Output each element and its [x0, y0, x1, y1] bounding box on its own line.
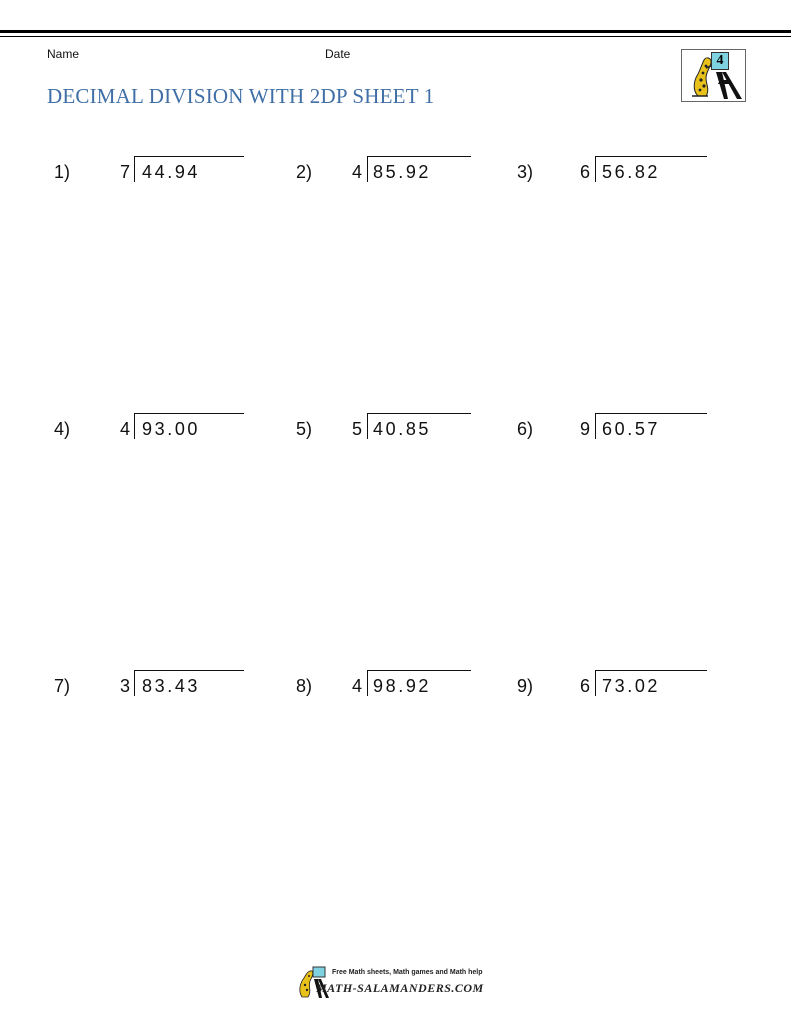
dividend: 60.57 [602, 419, 661, 439]
problem-number: 3) [517, 162, 534, 182]
dividend: 44.94 [142, 162, 201, 182]
divisor: 4 [351, 676, 362, 696]
problem-1 [54, 156, 254, 196]
problem-8 [296, 670, 496, 710]
divisor: 6 [579, 162, 590, 182]
dividend: 56.82 [602, 162, 661, 182]
date-label: Date [325, 47, 351, 61]
divisor: 4 [351, 162, 362, 182]
problem-3 [517, 156, 717, 196]
problem-2 [296, 156, 496, 196]
footer [296, 965, 496, 1001]
dividend: 93.00 [142, 419, 201, 439]
dividend: 73.02 [602, 676, 661, 696]
dividend: 85.92 [373, 162, 432, 182]
problem-number: 6) [517, 419, 534, 439]
problem-number: 1) [54, 162, 71, 182]
problem-number: 4) [54, 419, 71, 439]
problem-5 [296, 413, 496, 453]
divisor: 6 [579, 676, 590, 696]
problem-number: 5) [296, 419, 313, 439]
problem-number: 7) [54, 676, 71, 696]
divisor: 3 [119, 676, 130, 696]
divisor: 9 [579, 419, 590, 439]
divisor: 5 [351, 419, 362, 439]
divisor: 4 [119, 419, 130, 439]
problem-7 [54, 670, 254, 710]
logo-grade-number: 4 [711, 52, 729, 70]
dividend: 98.92 [373, 676, 432, 696]
problem-number: 2) [296, 162, 313, 182]
salamander-blackboard-icon [681, 49, 746, 102]
divisor: 7 [119, 162, 130, 182]
top-rule-thin [0, 36, 791, 37]
dividend: 40.85 [373, 419, 432, 439]
name-label: Name [47, 47, 80, 61]
problem-4 [54, 413, 254, 453]
top-rule-thick [0, 30, 791, 33]
dividend: 83.43 [142, 676, 201, 696]
problem-9 [517, 670, 717, 710]
page-title: DECIMAL DIVISION WITH 2DP SHEET 1 [47, 84, 435, 108]
problem-number: 8) [296, 676, 313, 696]
footer-brand: MATH-SALAMANDERS.COM [316, 981, 484, 995]
problem-number: 9) [517, 676, 534, 696]
problem-6 [517, 413, 717, 453]
footer-tagline: Free Math sheets, Math games and Math help [332, 969, 483, 976]
